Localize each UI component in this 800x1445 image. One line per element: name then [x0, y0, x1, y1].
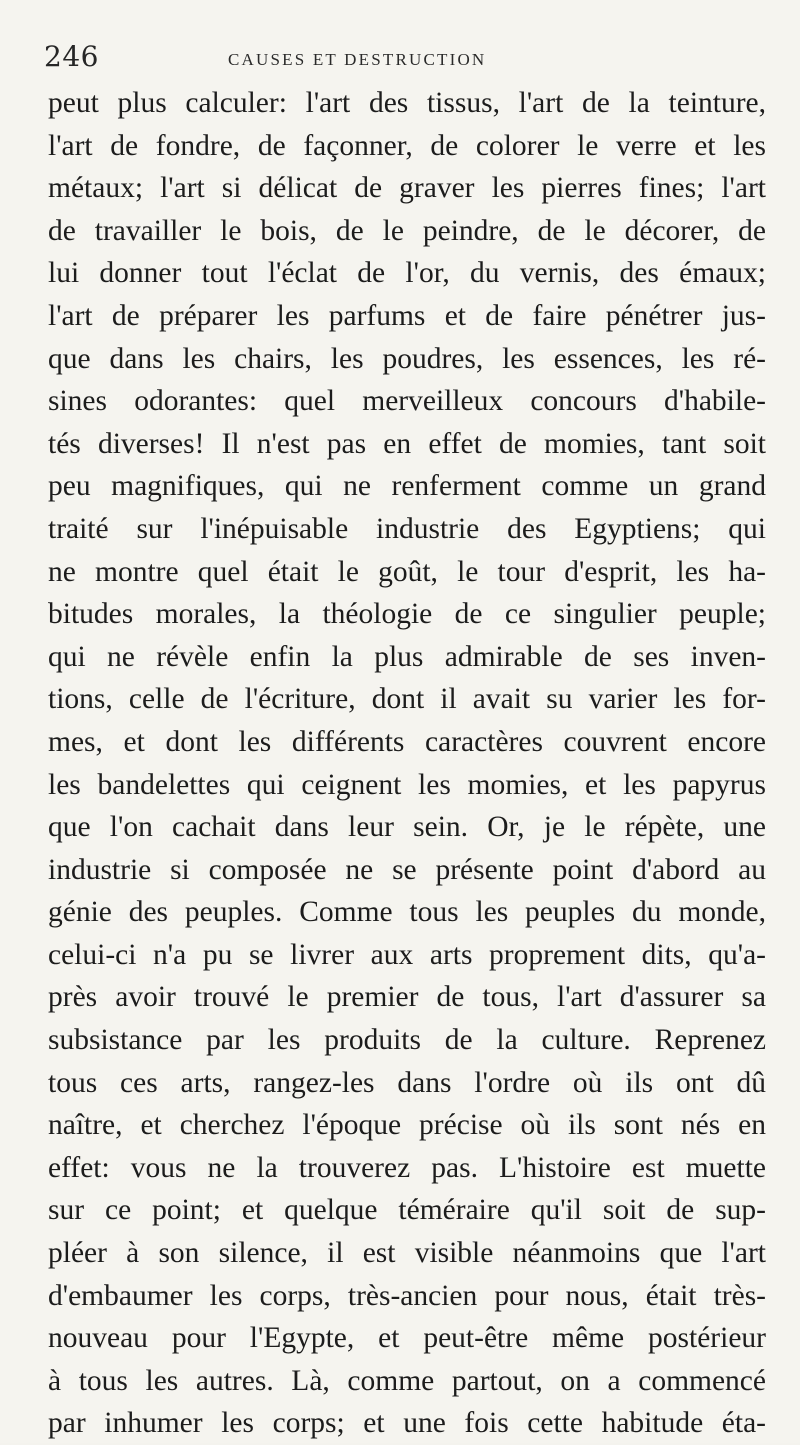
text-line: ne montre quel était le goût, le tour d'esprit, les ha-: [48, 555, 766, 588]
text-line: que l'on cachait dans leur sein. Or, je le répète, une: [48, 811, 766, 844]
text-line: génie des peuples. Comme tous les peuples du monde,: [48, 896, 766, 929]
text-line: nouveau pour l'Egypte, et peut-être même postérieur: [48, 1322, 766, 1355]
body-text: [48, 82, 766, 1445]
text-line: que dans les chairs, les poudres, les essences, les ré-: [48, 342, 766, 375]
text-line: d'embaumer les corps, très-ancien pour nous, était très-: [48, 1279, 766, 1312]
text-line: à tous les autres. Là, comme partout, on a commencé: [48, 1364, 766, 1397]
text-line: pléer à son silence, il est visible néanmoins que l'art: [48, 1237, 766, 1270]
text-line: peu magnifiques, qui ne renferment comme un grand: [48, 470, 766, 503]
text-line: l'art de préparer les parfums et de faire pénétrer jus-: [48, 299, 766, 332]
text-line: mes, et dont les différents caractères couvrent encore: [48, 725, 766, 758]
text-line: tés diverses! Il n'est pas en effet de momies, tant soit: [48, 427, 766, 460]
text-line: naître, et cherchez l'époque précise où ils sont nés en: [48, 1109, 766, 1142]
text-line: industrie si composée ne se présente point d'abord au: [48, 853, 766, 886]
page-number: 246: [44, 40, 99, 73]
text-line: qui ne révèle enfin la plus admirable de ses inven-: [48, 640, 766, 673]
running-title: CAUSES ET DESTRUCTION: [228, 50, 487, 69]
text-line: lui donner tout l'éclat de l'or, du vernis, des émaux;: [48, 257, 766, 290]
text-line: sur ce point; et quelque téméraire qu'il soit de sup-: [48, 1194, 766, 1227]
text-line: tions, celle de l'écriture, dont il avait su varier les for-: [48, 683, 766, 716]
text-line: les bandelettes qui ceignent les momies, et les papyrus: [48, 768, 766, 801]
text-line: tous ces arts, rangez-les dans l'ordre où ils ont dû: [48, 1066, 766, 1099]
text-line: de travailler le bois, de le peindre, de le décorer, de: [48, 214, 766, 247]
text-line: l'art de fondre, de façonner, de colorer le verre et les: [48, 129, 766, 162]
text-line: traité sur l'inépuisable industrie des Egyptiens; qui: [48, 512, 766, 545]
text-line: peut plus calculer: l'art des tissus, l'art de la teinture,: [48, 87, 766, 119]
text-line: près avoir trouvé le premier de tous, l'art d'assurer sa: [48, 981, 766, 1014]
text-line: par inhumer les corps; et une fois cette habitude éta-: [48, 1407, 766, 1440]
text-line: sines odorantes: quel merveilleux concours d'habile-: [48, 385, 766, 418]
text-line: celui-ci n'a pu se livrer aux arts proprement dits, qu'a-: [48, 938, 766, 971]
text-line: subsistance par les produits de la culture. Reprenez: [48, 1024, 766, 1057]
text-line: effet: vous ne la trouverez pas. L'histoire est muette: [48, 1151, 766, 1184]
page-header: [44, 40, 764, 80]
text-line: métaux; l'art si délicat de graver les pierres fines; l'art: [48, 172, 766, 205]
text-line: bitudes morales, la théologie de ce singulier peuple;: [48, 598, 766, 631]
